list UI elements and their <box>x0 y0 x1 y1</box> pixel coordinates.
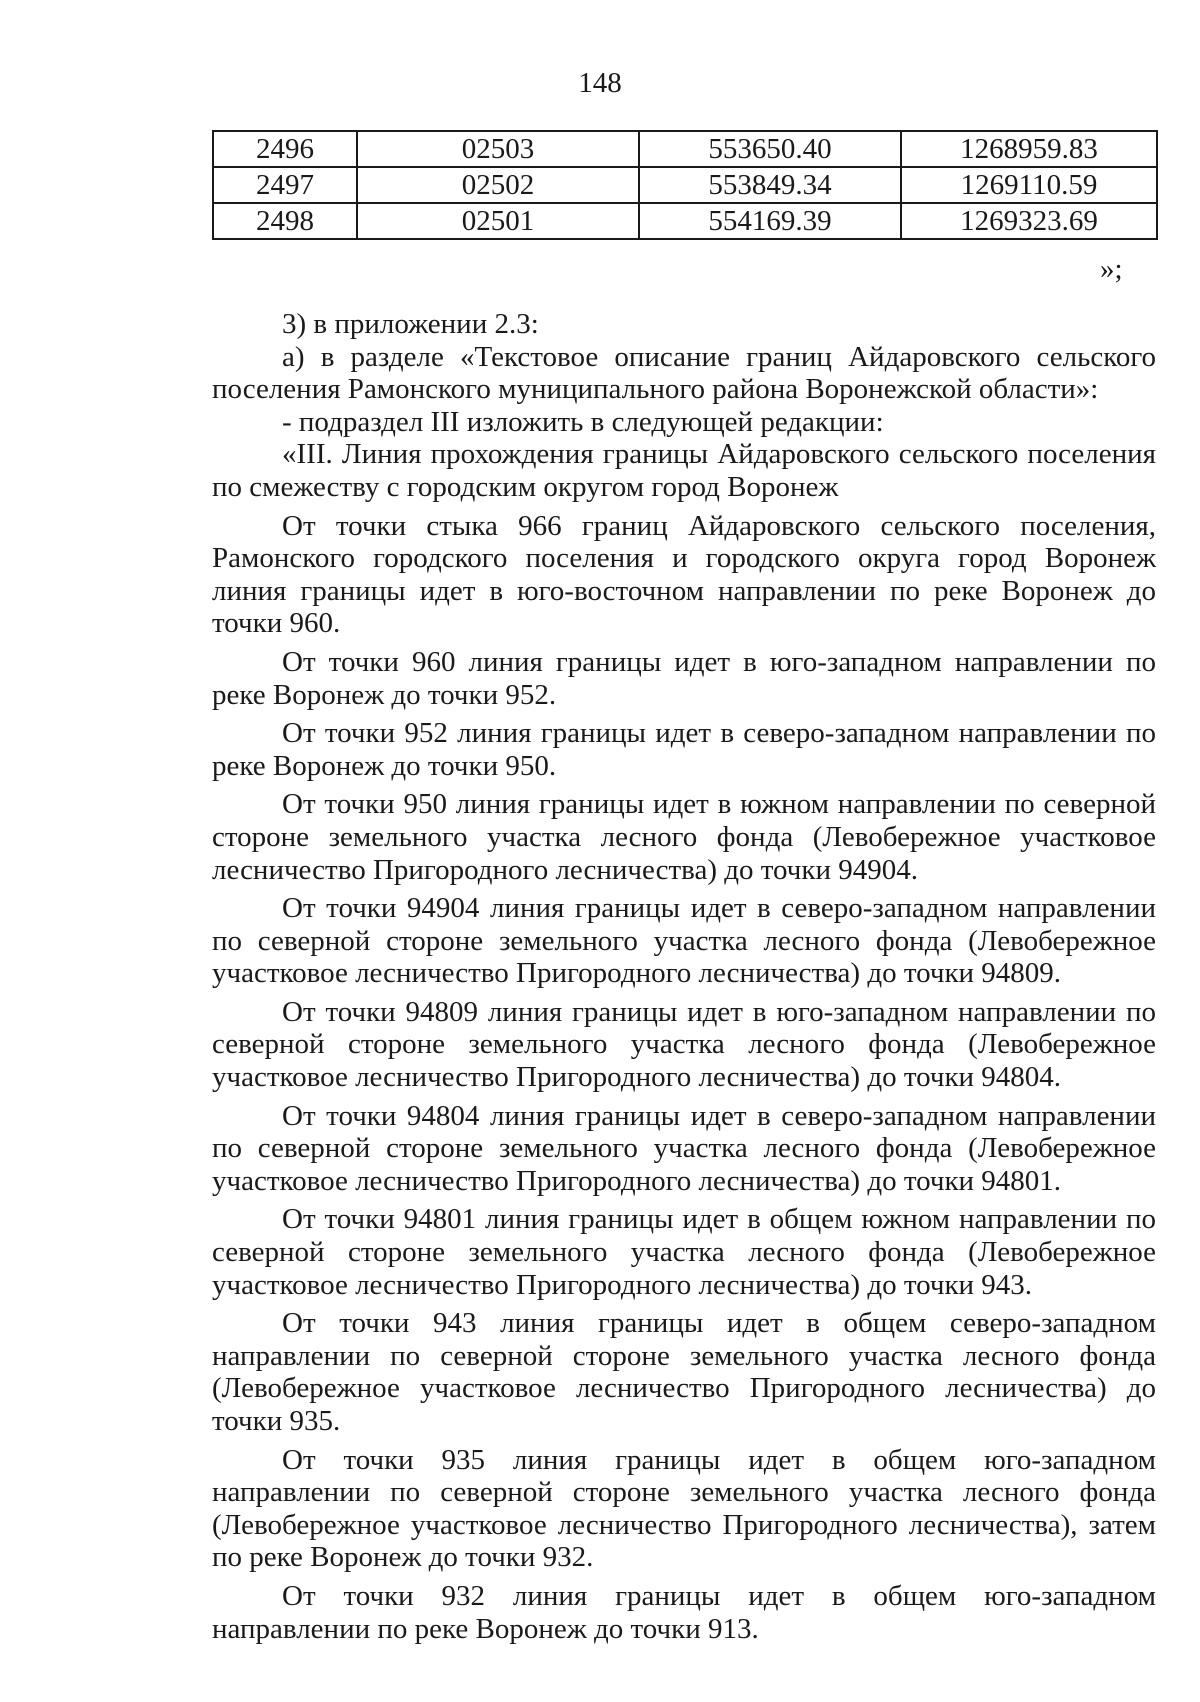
coordinates-table <box>212 130 1158 240</box>
point-code-cell: 02502 <box>357 167 639 203</box>
point-number-cell: 2496 <box>213 131 357 167</box>
x-coordinate-cell: 553849.34 <box>639 167 901 203</box>
table-row <box>213 131 1157 167</box>
y-coordinate-cell: 1269110.59 <box>901 167 1157 203</box>
paragraph: От точки 935 линия границы идет в общем юго-западном направлении по северной стороне земельного участка лесного фонда (Левобережное участковое лесничество Пригородного лесничества), затем по реке Воронеж до точки 932. <box>212 1443 1156 1574</box>
paragraph: От точки стыка 966 границ Айдаровского сельского поселения, Рамонского городского поселения и городского округа город Воронеж линия границы идет в юго-восточном направлении по реке Воронеж до точки 960. <box>212 509 1156 640</box>
point-code-cell: 02503 <box>357 131 639 167</box>
paragraph: От точки 950 линия границы идет в южном направлении по северной стороне земельного участка лесного фонда (Левобережное участковое лесничество Пригородного лесничества) до точки 94904. <box>212 788 1156 886</box>
x-coordinate-cell: 554169.39 <box>639 203 901 239</box>
paragraph: От точки 932 линия границы идет в общем юго-западном направлении по реке Воронеж до точки 913. <box>212 1579 1156 1645</box>
paragraph: а) в разделе «Текстовое описание границ Айдаровского сельского поселения Рамонского муниципального района Воронежской области»: <box>212 340 1156 406</box>
document-body <box>212 308 1156 1645</box>
paragraph: От точки 960 линия границы идет в юго-западном направлении по реке Воронеж до точки 952. <box>212 645 1156 711</box>
y-coordinate-cell: 1268959.83 <box>901 131 1157 167</box>
page-number: 148 <box>578 67 622 99</box>
point-number-cell: 2498 <box>213 203 357 239</box>
paragraph: От точки 94801 линия границы идет в общем южном направлении по северной стороне земельного участка лесного фонда (Левобережное участковое лесничество Пригородного лесничества) до точки 943. <box>212 1203 1156 1301</box>
paragraph: 3) в приложении 2.3: <box>282 308 539 340</box>
paragraph: «III. Линия прохождения границы Айдаровского сельского поселения по смежеству с городским округом город Воронеж <box>212 438 1156 503</box>
closing-quote: »; <box>1100 253 1123 285</box>
paragraph: От точки 94904 линия границы идет в северо-западном направлении по северной стороне земельного участка лесного фонда (Левобережное участковое лесничество Пригородного лесничества) до точки 94809. <box>212 892 1156 990</box>
point-code-cell: 02501 <box>357 203 639 239</box>
table-row <box>213 167 1157 203</box>
paragraph: От точки 94804 линия границы идет в северо-западном направлении по северной стороне земельного участка лесного фонда (Левобережное участковое лесничество Пригородного лесничества) до точки 94801. <box>212 1099 1156 1197</box>
table-row <box>213 203 1157 239</box>
paragraph: - подраздел III изложить в следующей редакции: <box>282 405 884 438</box>
point-number-cell: 2497 <box>213 167 357 203</box>
x-coordinate-cell: 553650.40 <box>639 131 901 167</box>
paragraph: От точки 94809 линия границы идет в юго-западном направлении по северной стороне земельного участка лесного фонда (Левобережное участковое лесничество Пригородного лесничества) до точки 94804. <box>212 995 1156 1094</box>
paragraph: От точки 943 линия границы идет в общем северо-западном направлении по северной стороне земельного участка лесного фонда (Левобережное участковое лесничество Пригородного лесничества) до точки 935. <box>212 1307 1156 1437</box>
paragraph: От точки 952 линия границы идет в северо-западном направлении по реке Воронеж до точки 950. <box>212 717 1156 782</box>
y-coordinate-cell: 1269323.69 <box>901 203 1157 239</box>
